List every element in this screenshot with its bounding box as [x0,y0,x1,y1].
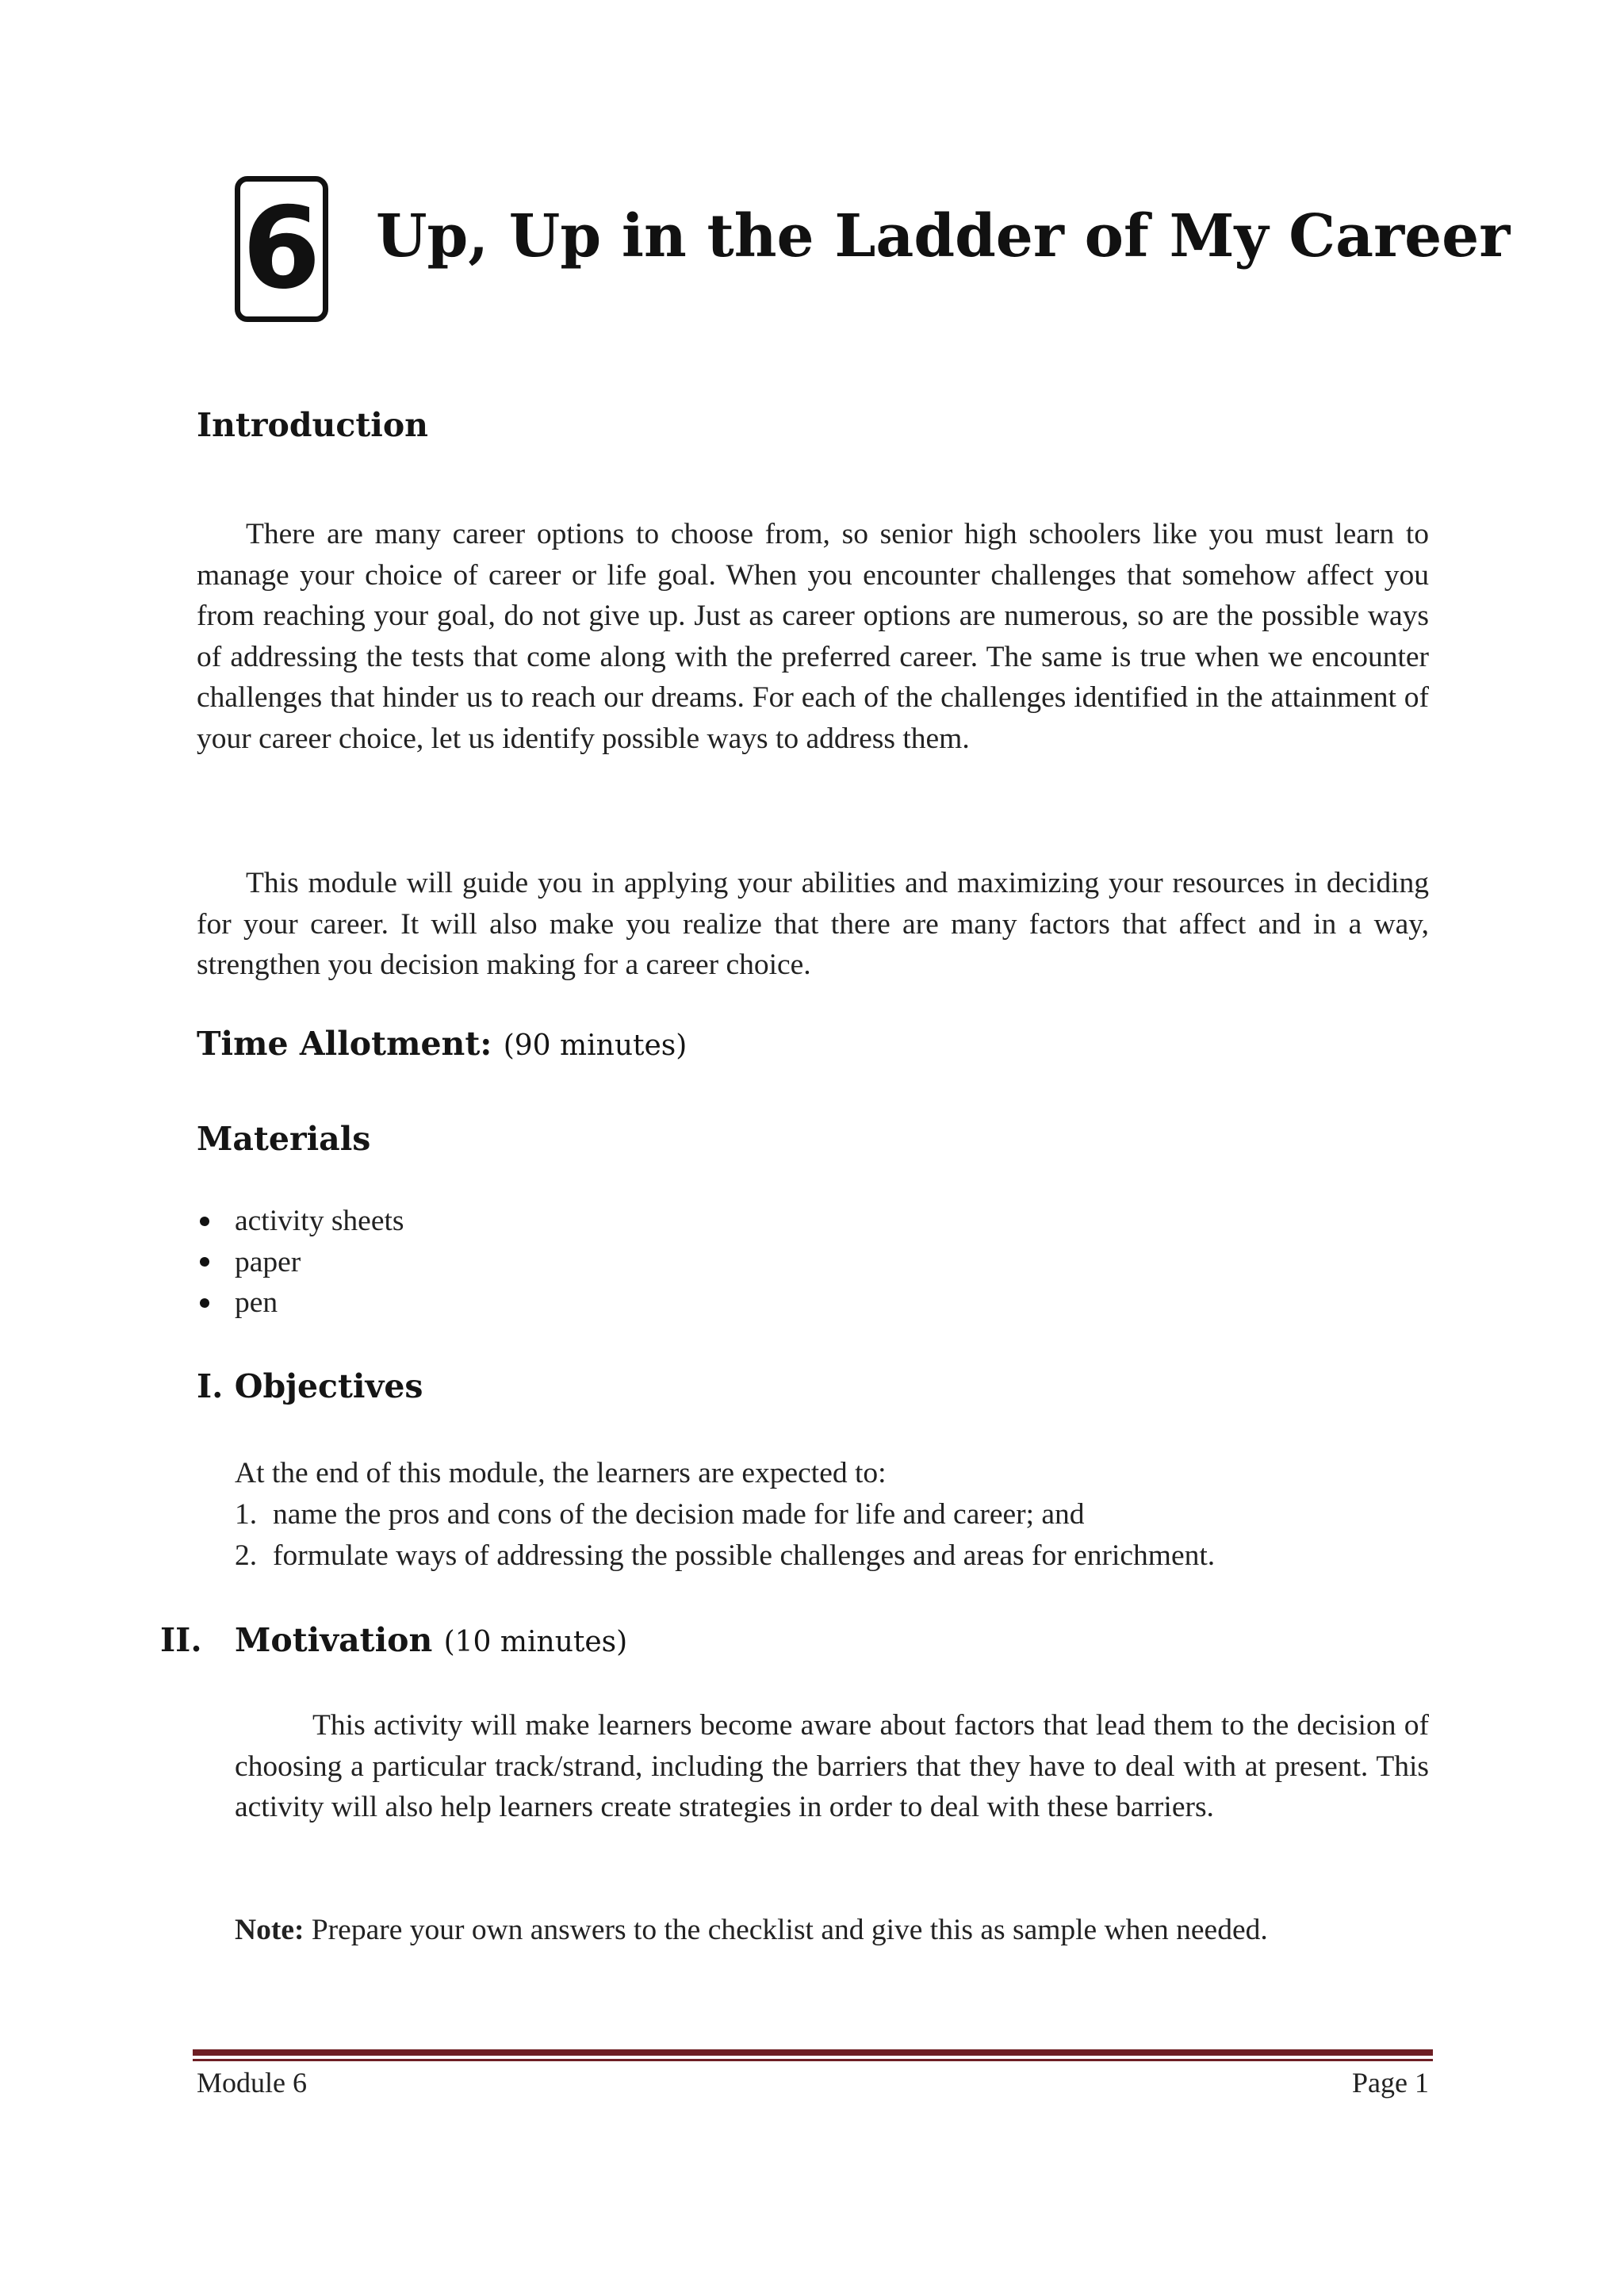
bullet-icon [200,1257,209,1267]
list-item: paper [197,1242,404,1283]
objectives-heading: I. Objectives [197,1367,423,1405]
module-title: Up, Up in the Ladder of My Career [376,202,1511,270]
objective-item: 1. name the pros and cons of the decision made for life and career; and [235,1498,1085,1531]
footer-rule [193,2049,1433,2056]
objectives-intro: At the end of this module, the learners are expected to: [235,1457,887,1489]
introduction-paragraph-2: This module will guide you in applying your abilities and maximizing your resources in deciding for your career. It will also make you realize that there are many factors that affect and in a way, strengthen you decision making for a career choice. [197,867,1429,982]
bullet-icon [200,1217,209,1226]
motivation-paragraph: This activity will make learners become aware about factors that lead them to the decision of choosing a particular track/strand, including the barriers that they have to deal with at present. This activity will also help learners create strategies in order to deal with these barriers. [235,1709,1429,1824]
list-item: activity sheets [197,1201,404,1242]
motivation-note: Note: Prepare your own answers to the checklist and give this as sample when needed. [235,1914,1268,1946]
materials-list [197,1201,404,1324]
note-label: Note: [235,1914,304,1946]
introduction-heading: Introduction [197,406,428,444]
module-number-badge: 6 [235,176,328,322]
time-allotment [197,1025,687,1064]
time-allotment-value: (90 minutes) [503,1029,688,1062]
footer-module-label: Module 6 [197,2067,307,2099]
bullet-icon [200,1298,209,1308]
motivation-numeral: II. [160,1621,202,1659]
footer-page-number: Page 1 [1352,2067,1429,2099]
objective-item: 2. formulate ways of addressing the possible challenges and areas for enrichment. [235,1539,1216,1572]
introduction-paragraph-1: There are many career options to choose from, so senior high schoolers like you must learn to manage your choice of career or life goal. When you encounter challenges that somehow affect you from reaching your goal, do not give up. Just as career options are numerous, so are the possible ways of addressing the tests that come along with the preferred career. The same is true when we encounter challenges that hinder us to reach our dreams. For each of the challenges identified in the attainment of your career choice, let us identify possible ways to address them. [197,518,1429,755]
list-item: pen [197,1282,404,1324]
materials-heading: Materials [197,1120,371,1158]
time-allotment-label: Time Allotment: [197,1025,492,1063]
motivation-duration: (10 minutes) [443,1626,628,1658]
footer-rule-thin [193,2059,1433,2061]
motivation-heading: Motivation (10 minutes) [235,1621,628,1659]
